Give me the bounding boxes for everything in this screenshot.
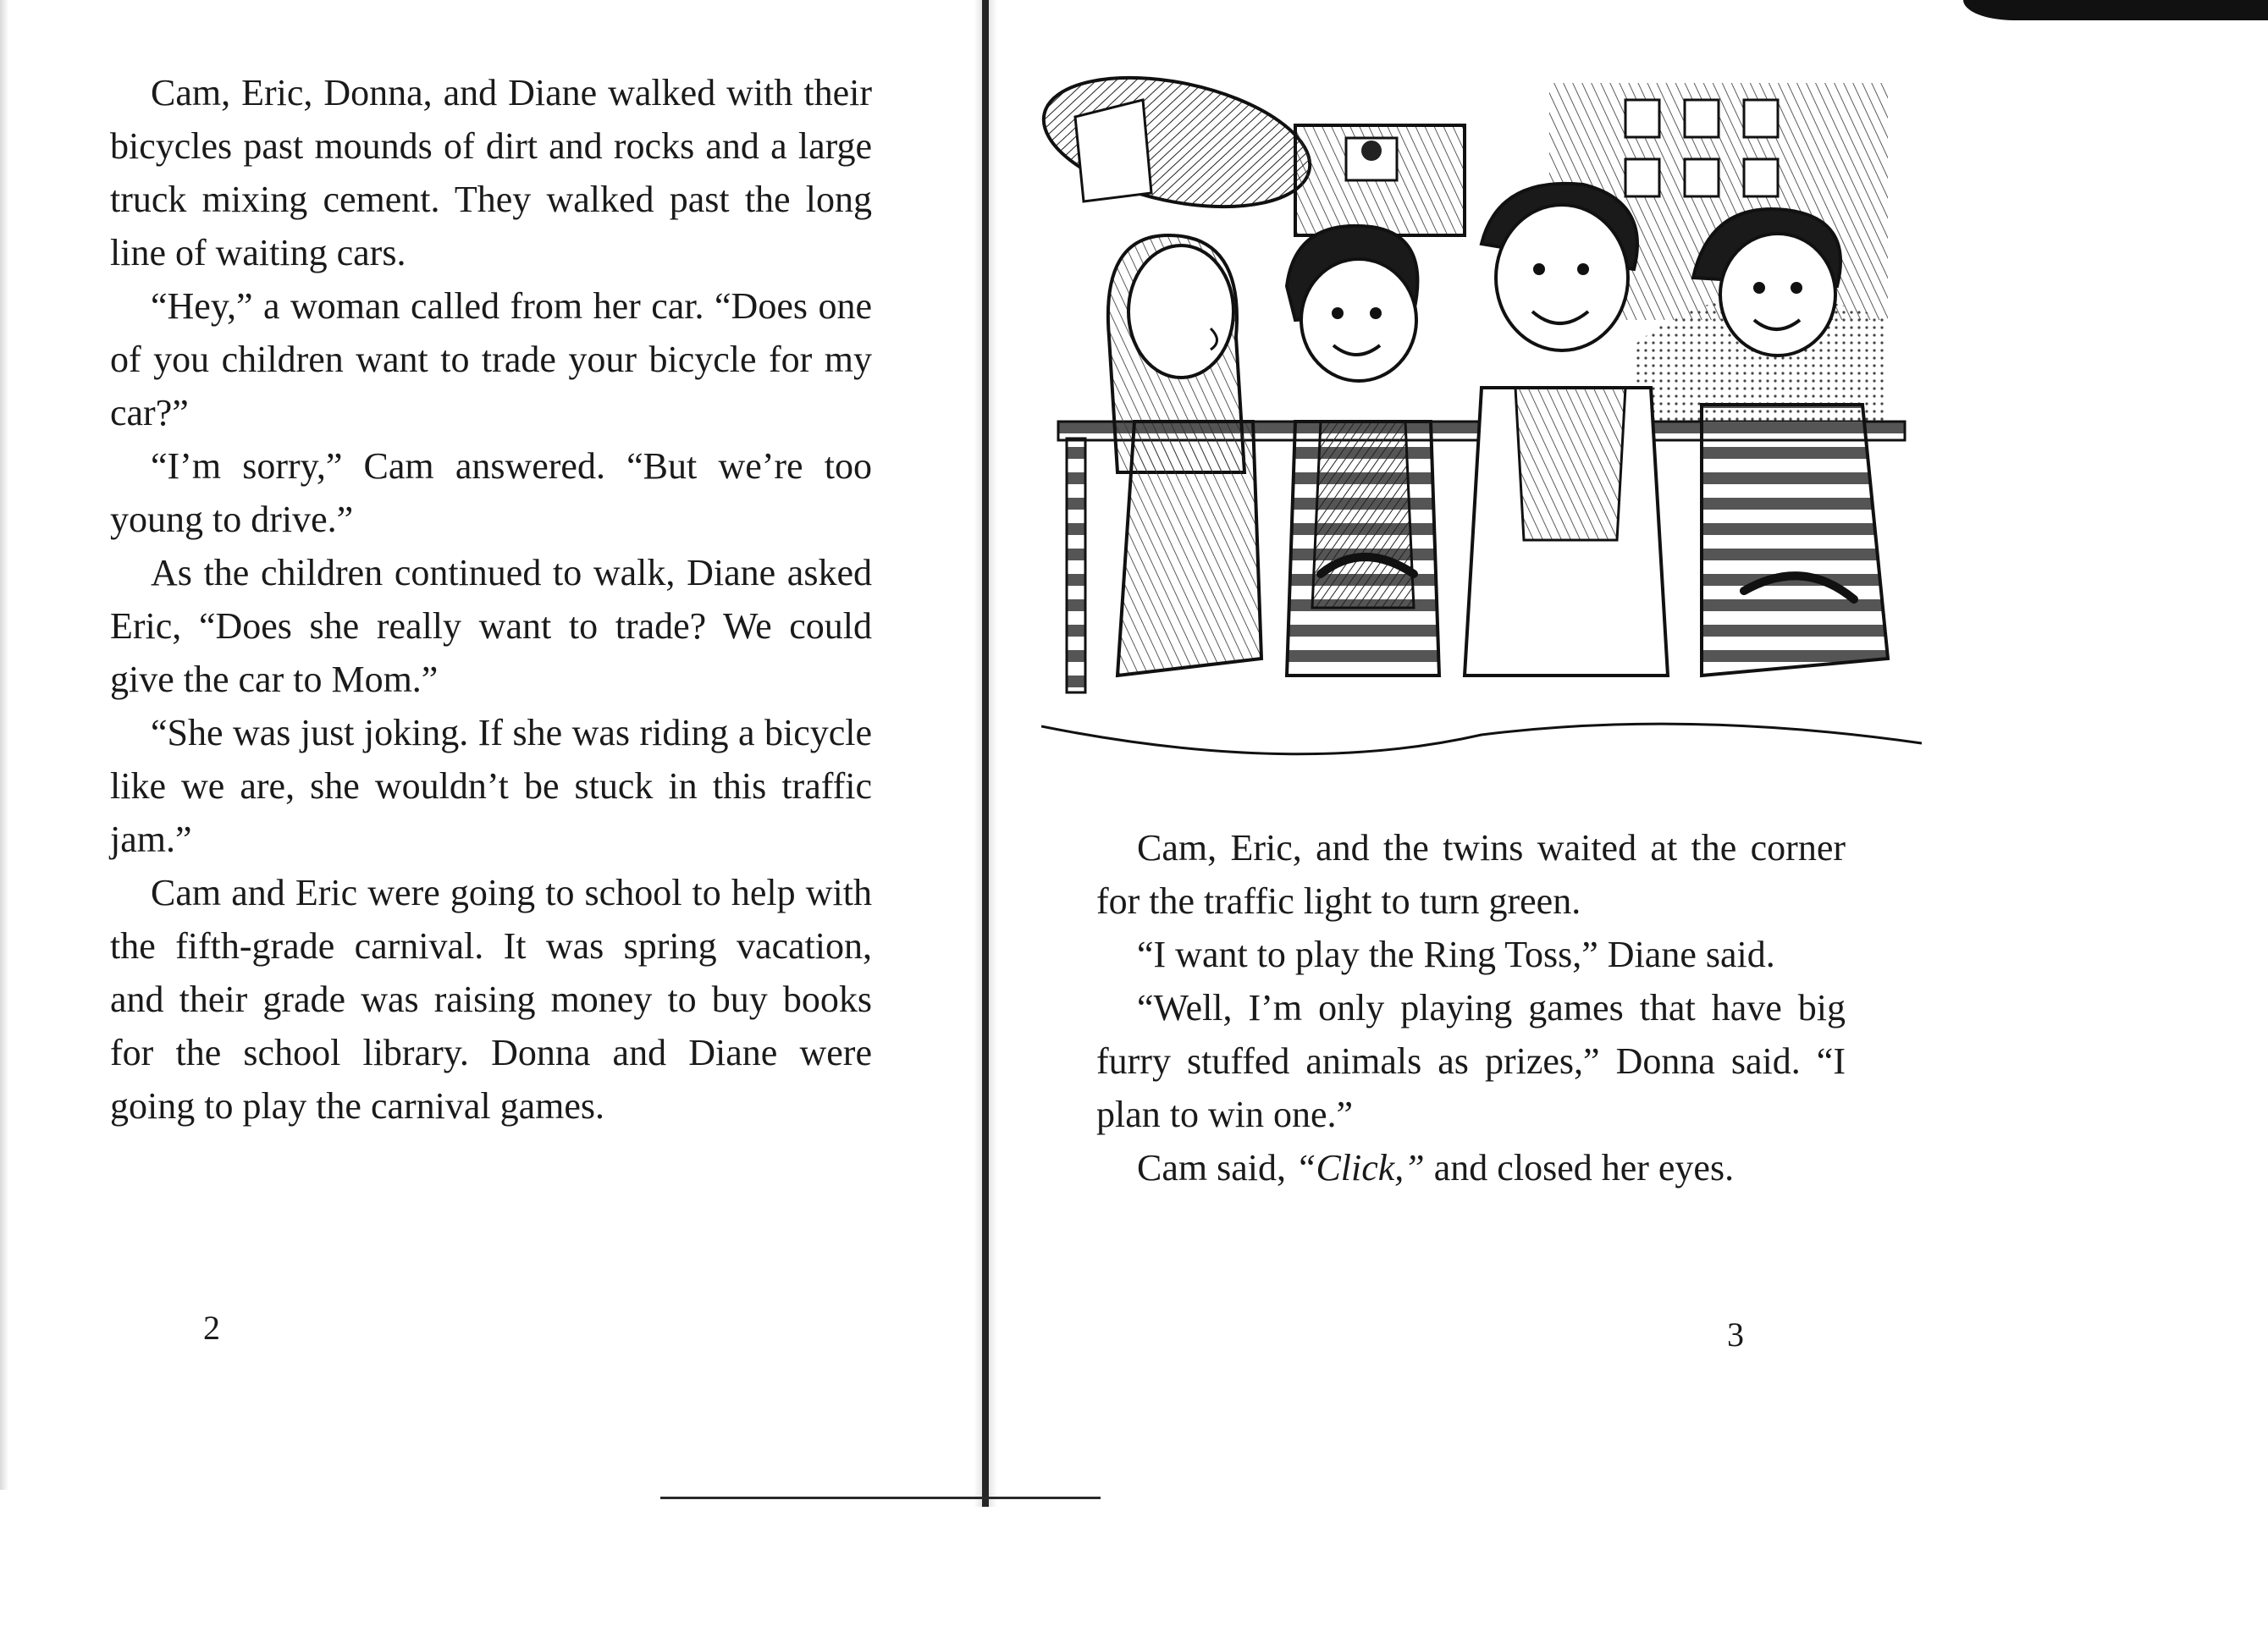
paragraph: Cam and Eric were going to school to help with the fifth-grade carnival. It was spring vacation, and their grade was raising money to buy books for the school library. Donna and Diane were going to play the carnival games. [110, 872, 872, 1127]
ground-line [1041, 724, 1922, 754]
text-run: Cam said, [1137, 1147, 1295, 1188]
illustration-four-children-with-bicycles [1041, 66, 1922, 794]
paragraph: “Hey,” a woman called from her car. “Does one of you children want to trade your bicycle for my car?” [110, 285, 872, 433]
page-number-right: 3 [1727, 1315, 1744, 1354]
page-bottom-edge [660, 1497, 1101, 1499]
scan-corner-shadow [1963, 0, 2268, 20]
text-run: and closed her eyes. [1424, 1147, 1735, 1188]
page-number-left: 2 [203, 1309, 220, 1347]
paragraph: “She was just joking. If she was riding a bicycle like we are, she wouldn’t be stuck in this traffic jam.” [110, 712, 872, 860]
book-gutter [982, 0, 989, 1507]
paragraph: “Well, I’m only playing games that have big furry stuffed animals as prizes,” Donna said. “I plan to win one.” [1096, 987, 1846, 1135]
paragraph-last [1096, 1141, 1846, 1194]
paragraph: Cam, Eric, and the twins waited at the corner for the traffic light to turn green. [1096, 827, 1846, 922]
paragraph: Cam, Eric, Donna, and Diane walked with their bicycles past mounds of dirt and rocks and a large truck mixing cement. They walked past the long line of waiting cars. [110, 72, 872, 273]
barrier-post [1067, 438, 1085, 692]
paragraph: “I want to play the Ring Toss,” Diane said. [1137, 934, 1775, 975]
paragraph: “I’m sorry,” Cam answered. “But we’re too young to drive.” [110, 445, 872, 540]
child-diane [1287, 226, 1439, 676]
paragraph: As the children continued to walk, Diane asked Eric, “Does she really want to trade? We could give the car to Mom.” [110, 552, 872, 700]
right-page-text [1096, 821, 1846, 1194]
child-eric [1465, 184, 1668, 676]
cement-truck [1041, 66, 1465, 235]
page-edge-shadow [0, 0, 8, 1490]
child-cam [1108, 235, 1261, 676]
left-page-text [110, 66, 872, 1133]
italic-text: “Click,” [1294, 1147, 1425, 1188]
